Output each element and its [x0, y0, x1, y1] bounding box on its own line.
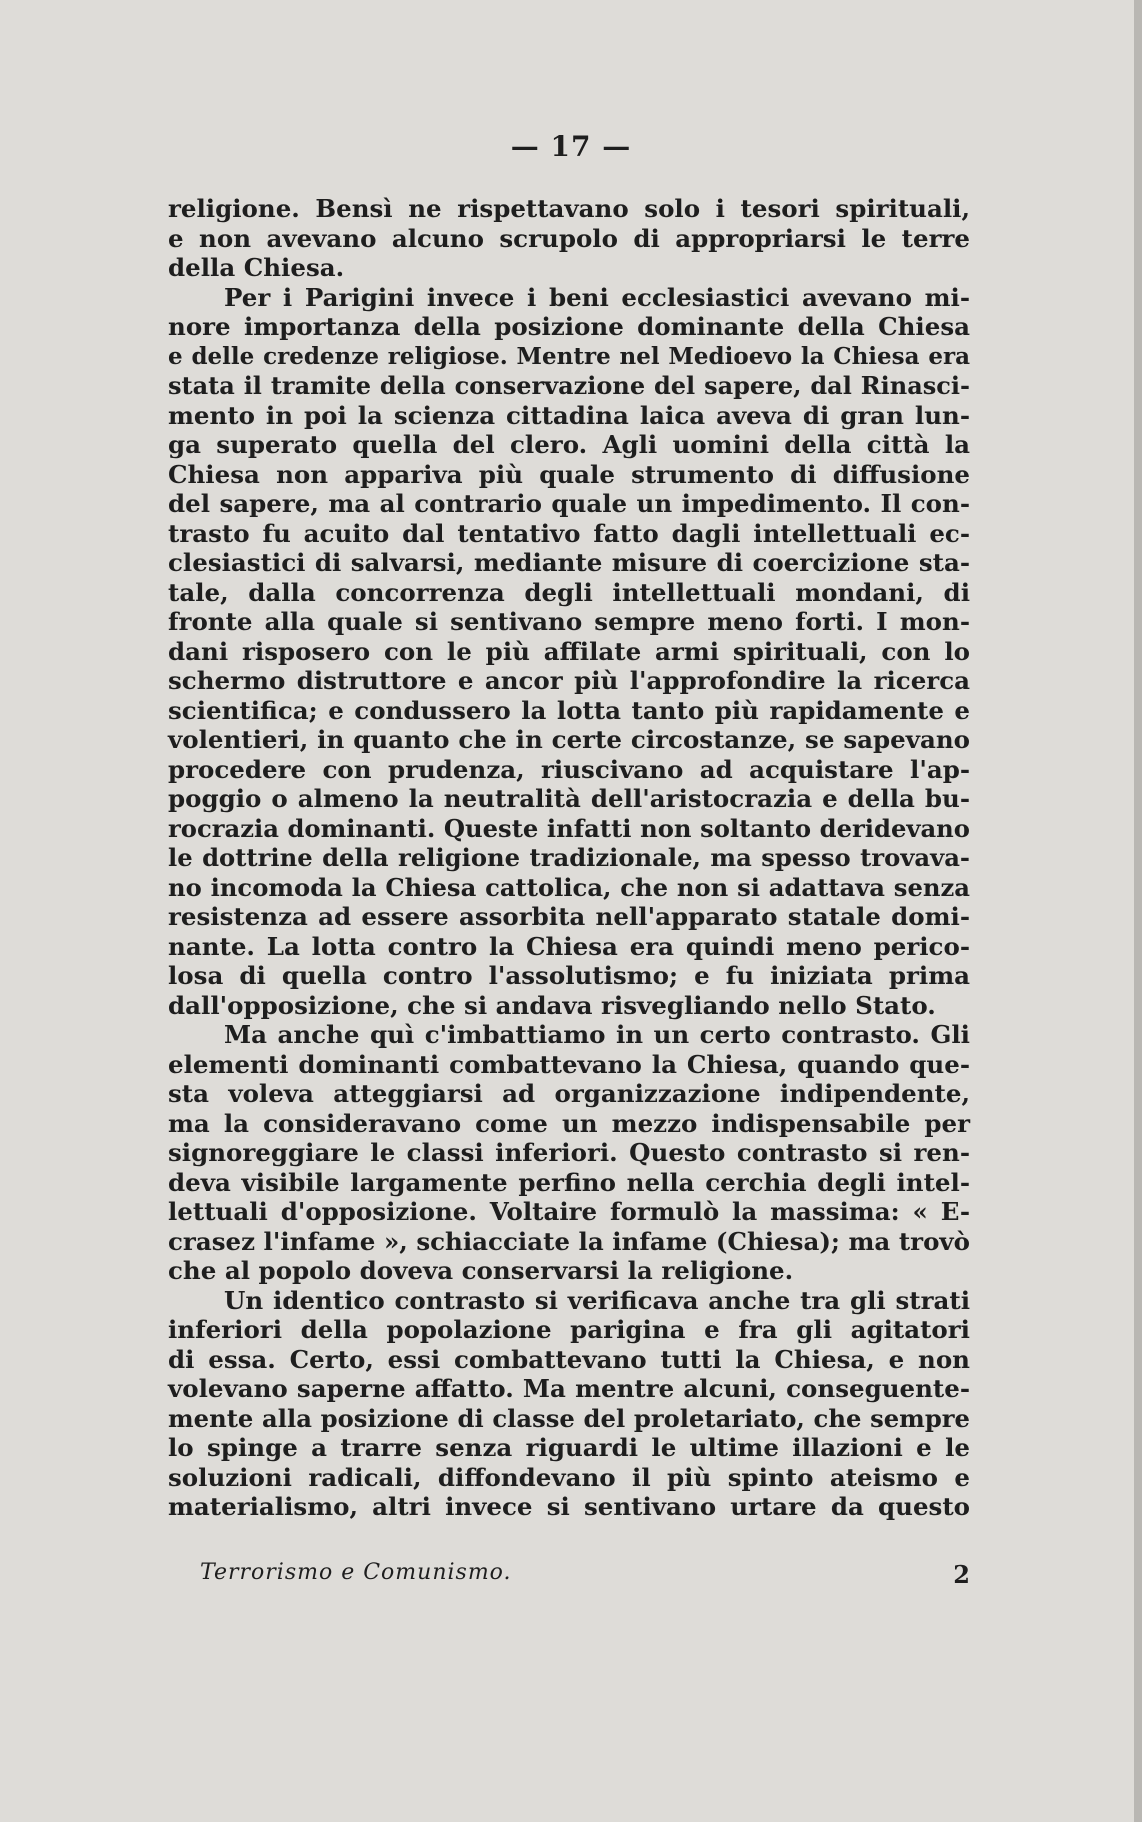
text-line: clesiastici di salvarsi, mediante misure di coercizione sta- — [168, 548, 970, 577]
text-line: poggio o almeno la neutralità dell'aristocrazia e della bu- — [168, 784, 970, 813]
text-line: deva visibile largamente perfino nella cerchia degli intel- — [168, 1167, 970, 1197]
running-title: Terrorismo e Comunismo. — [200, 1560, 512, 1585]
text-line: rocrazia dominanti. Queste infatti non soltanto deridevano — [168, 813, 970, 843]
text-line: dall'opposizione, che si andava risvegliando nello Stato. — [168, 990, 936, 1020]
text-line: Chiesa non appariva più quale strumento di diffusione — [168, 459, 970, 489]
text-line: le dottrine della religione tradizionale, ma spesso trovava- — [168, 843, 970, 872]
text-line: e non avevano alcuno scrupolo di appropriarsi le terre — [168, 223, 970, 253]
text-line: mente alla posizione di classe del proletariato, che sempre — [168, 1403, 970, 1433]
text-line: nante. La lotta contro la Chiesa era quindi meno perico- — [168, 931, 970, 961]
page-number: — 17 — — [510, 130, 632, 163]
text-line: religione. Bensì ne rispettavano solo i tesori spirituali, — [168, 194, 970, 223]
text-line: lettuali d'opposizione. Voltaire formulò la massima: « E- — [168, 1197, 970, 1226]
text-line: mento in poi la scienza cittadina laica aveva di gran lun- — [168, 400, 970, 430]
text-line: materialismo, altri invece si sentivano urtare da questo — [168, 1492, 970, 1521]
text-line: resistenza ad essere assorbita nell'apparato statale domi- — [168, 902, 970, 931]
text-line: tale, dalla concorrenza degli intellettuali mondani, di — [168, 577, 970, 607]
text-line: signoreggiare le classi inferiori. Questo contrasto si ren- — [168, 1138, 970, 1167]
text-line: del sapere, ma al contrario quale un impedimento. Il con- — [168, 489, 970, 518]
text-line: soluzioni radicali, diffondevano il più spinto ateismo e — [168, 1462, 970, 1492]
body-text — [168, 194, 970, 1522]
text-line: Un identico contrasto si verificava anche tra gli strati — [224, 1285, 970, 1315]
text-line: lo spinge a trarre senza riguardi le ultime illazioni e le — [168, 1433, 970, 1462]
text-line: di essa. Certo, essi combattevano tutti la Chiesa, e non — [168, 1344, 970, 1374]
page-footer — [200, 1560, 970, 1589]
text-line: Ma anche quì c'imbattiamo in un certo contrasto. Gli — [224, 1020, 970, 1049]
text-line: della Chiesa. — [168, 253, 345, 282]
text-line: procedere con prudenza, riuscivano ad acquistare l'ap- — [168, 754, 970, 784]
text-line: volevano saperne affatto. Ma mentre alcuni, conseguente- — [168, 1374, 970, 1403]
text-line: fronte alla quale si sentivano sempre meno forti. I mon- — [168, 607, 970, 636]
text-line: sta voleva atteggiarsi ad organizzazione indipendente, — [168, 1079, 970, 1108]
text-line: schermo distruttore e ancor più l'approfondire la ricerca — [168, 666, 970, 695]
text-line: losa di quella contro l'assolutismo; e fu iniziata prima — [168, 961, 970, 990]
text-line: no incomoda la Chiesa cattolica, che non si adattava senza — [168, 872, 970, 902]
text-line: ma la consideravano come un mezzo indispensabile per — [168, 1108, 970, 1138]
text-line: stata il tramite della conservazione del sapere, dal Rinasci- — [168, 371, 970, 400]
text-line: che al popolo doveva conservarsi la religione. — [168, 1256, 794, 1285]
page-edge — [1134, 0, 1142, 1822]
printer-signature-mark: 2 — [953, 1560, 970, 1589]
text-line: nore importanza della posizione dominante della Chiesa — [168, 312, 970, 341]
text-line: inferiori della popolazione parigina e fra gli agitatori — [168, 1315, 970, 1344]
text-line: scientifica; e condussero la lotta tanto più rapidamente e — [168, 695, 970, 725]
text-line: Per i Parigini invece i beni ecclesiastici avevano mi- — [224, 282, 970, 312]
text-line: ga superato quella del clero. Agli uomini della città la — [168, 430, 970, 459]
text-line: elementi dominanti combattevano la Chiesa, quando que- — [168, 1049, 970, 1079]
text-line: dani risposero con le più affilate armi spirituali, con lo — [168, 636, 970, 666]
text-line: e delle credenze religiose. Mentre nel Medioevo la Chiesa era — [168, 342, 970, 370]
text-line: volentieri, in quanto che in certe circostanze, se sapevano — [168, 725, 970, 754]
text-line: trasto fu acuito dal tentativo fatto dagli intellettuali ec- — [168, 518, 970, 548]
text-line: crasez l'infame », schiacciate la infame (Chiesa); ma trovò — [168, 1226, 970, 1256]
